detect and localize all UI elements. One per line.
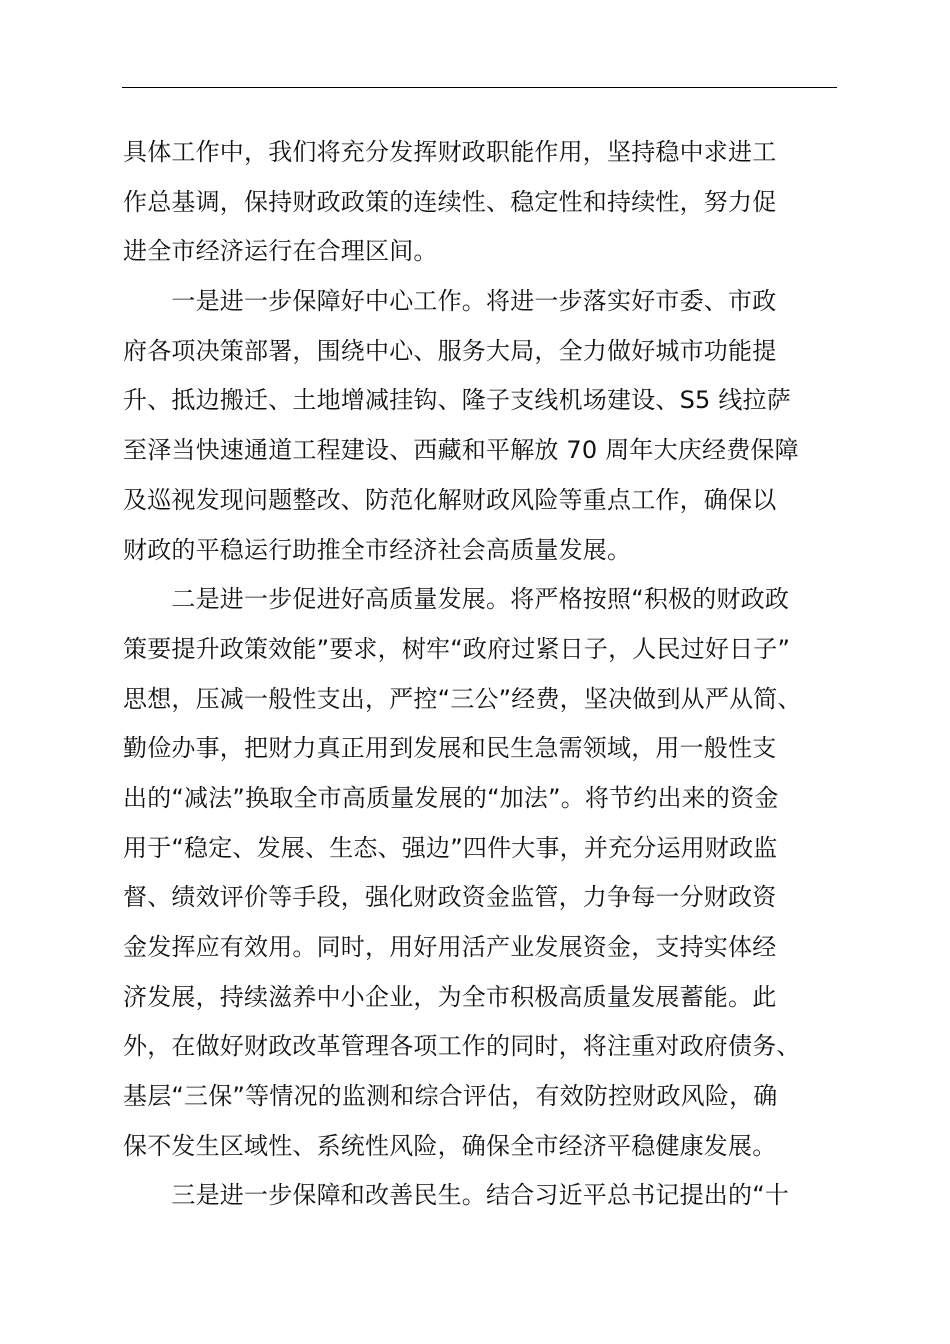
- text-line: 府各项决策部署，围绕中心、服务大局，全力做好城市功能提: [123, 336, 777, 365]
- text-line: 财政的平稳运行助推全市经济社会高质量发展。: [123, 535, 632, 564]
- text-line: 基层“三保”等情况的监测和综合评估，有效防控财政风险，确: [123, 1082, 778, 1111]
- text-line: 二是进一步促进好高质量发展。将严格按照“积极的财政政: [123, 585, 790, 614]
- header-rule: [122, 87, 837, 88]
- text-line: 保不发生区域性、系统性风险，确保全市经济平稳健康发展。: [123, 1131, 777, 1160]
- text-line: 出的“减法”换取全市高质量发展的“加法”。将节约出来的资金: [123, 783, 779, 812]
- text-line: 至泽当快速通道工程建设、西藏和平解放 70 周年大庆经费保障: [123, 436, 799, 465]
- text-line: 策要提升政策效能”要求，树牢“政府过紧日子，人民过好日子”: [123, 634, 791, 663]
- text-line: 用于“稳定、发展、生态、强边”四件大事，并充分运用财政监: [123, 833, 778, 862]
- text-line: 升、抵边搬迁、土地增减挂钩、隆子支线机场建设、S5 线拉萨: [123, 386, 791, 415]
- text-line: 三是进一步保障和改善民生。结合习近平总书记提出的“十: [123, 1181, 790, 1210]
- text-line: 思想，压减一般性支出，严控“三公”经费，坚决做到从严从简、: [123, 684, 802, 713]
- text-line: 济发展，持续滋养中小企业，为全市积极高质量发展蓄能。此: [123, 982, 777, 1011]
- text-line: 勤俭办事，把财力真正用到发展和民生急需领域，用一般性支: [123, 734, 777, 763]
- text-line: 外，在做好财政改革管理各项工作的同时，将注重对政府债务、: [123, 1032, 801, 1061]
- text-line: 及巡视发现问题整改、防范化解财政风险等重点工作，确保以: [123, 485, 777, 514]
- body-text: [123, 128, 843, 1221]
- text-line: 一是进一步保障好中心工作。将进一步落实好市委、市政: [123, 287, 777, 316]
- text-line: 金发挥应有效用。同时，用好用活产业发展资金，支持实体经: [123, 933, 777, 961]
- text-line: 作总基调，保持财政政策的连续性、稳定性和持续性，努力促: [123, 187, 777, 216]
- text-line: 进全市经济运行在合理区间。: [123, 237, 438, 266]
- text-line: 具体工作中，我们将充分发挥财政职能作用，坚持稳中求进工: [123, 138, 777, 166]
- text-line: 督、绩效评价等手段，强化财政资金监管，力争每一分财政资: [123, 883, 777, 912]
